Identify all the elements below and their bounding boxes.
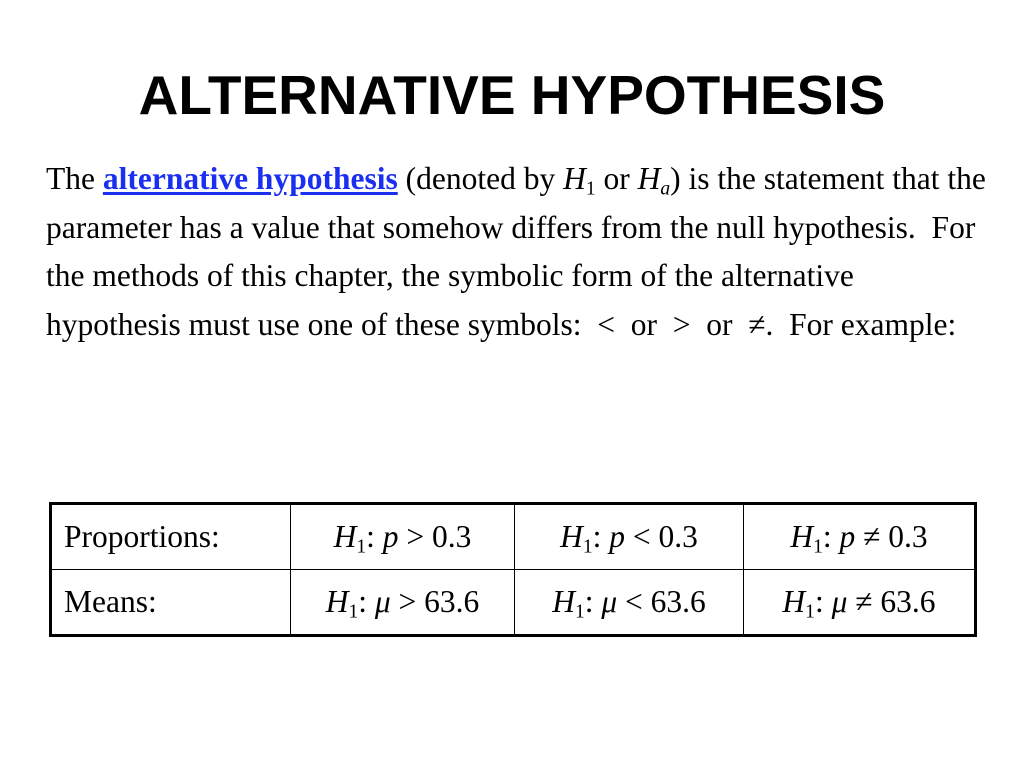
h-symbol-alt: H (637, 161, 661, 196)
cell-proportions-less (515, 504, 744, 570)
relation-text: ≠ 63.6 (847, 584, 936, 619)
table-row-proportions (51, 504, 976, 570)
alternative-hypothesis-link[interactable]: alternative hypothesis (102, 161, 398, 196)
h-subscript: 1 (574, 601, 585, 623)
h-symbol: H (333, 519, 357, 554)
cell-proportions-greater (291, 504, 515, 570)
colon: : (366, 519, 383, 554)
h-symbol: H (790, 519, 814, 554)
h-symbol: H (563, 161, 586, 196)
table-row-means (51, 570, 976, 636)
examples-table-container (49, 502, 977, 637)
parameter-symbol: μ (831, 584, 848, 619)
examples-table (49, 502, 977, 637)
relation-text: < 63.6 (617, 584, 706, 619)
h-subscript: 1 (356, 536, 367, 558)
parameter-symbol: p (839, 519, 856, 554)
cell-proportions-not-equal (744, 504, 976, 570)
colon: : (822, 519, 840, 554)
definition-paragraph (46, 155, 986, 349)
parameter-symbol: p (609, 519, 625, 554)
or-text: or (595, 161, 638, 196)
slide-title: ALTERNATIVE HYPOTHESIS (138, 64, 886, 126)
h-subscript-a: a (660, 178, 671, 200)
definition-body-text: ) is the statement that the parameter has a value that somehow differs from the null hypothesis. For the methods of this chapter, the symbolic form of the alternative hypothesis must use one of these symbols: < or > or ≠. For example: (46, 161, 986, 342)
cell-means-greater (291, 570, 515, 636)
colon: : (584, 584, 602, 619)
colon: : (814, 584, 832, 619)
colon: : (592, 519, 610, 554)
h-symbol: H (560, 519, 583, 554)
h-subscript: 1 (813, 536, 823, 558)
relation-text: > 0.3 (398, 519, 472, 554)
relation-text: < 0.3 (625, 519, 698, 554)
h-symbol: H (782, 584, 806, 619)
cell-means-not-equal (744, 570, 976, 636)
relation-text: > 63.6 (390, 584, 480, 619)
parameter-symbol: p (382, 519, 399, 554)
relation-text: ≠ 0.3 (855, 519, 928, 554)
intro-text: The (46, 161, 103, 196)
h-subscript-one: 1 (585, 178, 596, 200)
row-label-means: Means: (51, 570, 291, 636)
cell-means-less (515, 570, 744, 636)
h-subscript: 1 (348, 601, 359, 623)
h-subscript: 1 (805, 601, 815, 623)
denoted-text: (denoted by (397, 161, 564, 196)
parameter-symbol: μ (374, 584, 391, 619)
colon: : (358, 584, 375, 619)
h-symbol: H (552, 584, 575, 619)
h-symbol: H (325, 584, 349, 619)
parameter-symbol: μ (601, 584, 618, 619)
row-label-proportions: Proportions: (51, 504, 291, 570)
h-subscript: 1 (582, 536, 593, 558)
